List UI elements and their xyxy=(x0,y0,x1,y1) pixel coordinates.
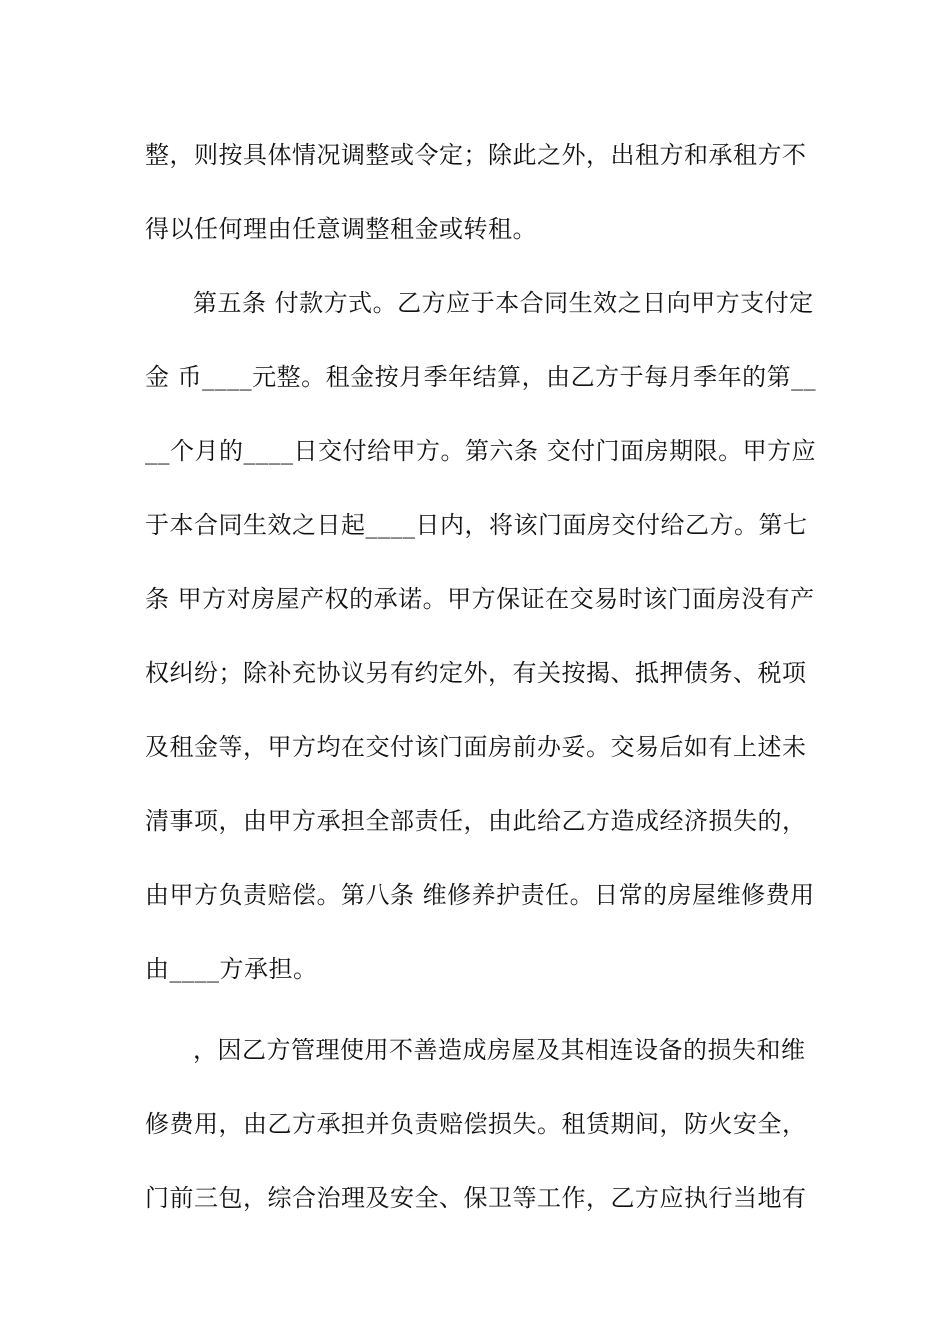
text-line: 由____方承担。 xyxy=(145,955,318,983)
text-line: 清事项，由甲方承担全部责任，由此给乙方造成经济损失的， xyxy=(145,807,807,835)
text-line: 门前三包，综合治理及安全、保卫等工作，乙方应执行当地有 xyxy=(145,1184,807,1212)
text-line: 整，则按具体情况调整或令定；除此之外，出租方和承租方不 xyxy=(145,141,807,169)
text-line: ，因乙方管理使用不善造成房屋及其相连设备的损失和维 xyxy=(193,1036,806,1064)
text-line: 得以任何理由任意调整租金或转租。 xyxy=(145,215,537,243)
text-line: 第五条 付款方式。乙方应于本合同生效之日向甲方支付定 xyxy=(193,289,814,317)
text-line: __个月的____日交付给甲方。第六条 交付门面房期限。甲方应 xyxy=(145,437,817,465)
text-line: 及租金等，甲方均在交付该门面房前办妥。交易后如有上述未 xyxy=(145,733,807,761)
text-line: 条 甲方对房屋产权的承诺。甲方保证在交易时该门面房没有产 xyxy=(145,585,815,613)
text-line: 金 币____元整。租金按月季年结算，由乙方于每月季年的第__ xyxy=(145,363,817,391)
text-line: 于本合同生效之日起____日内，将该门面房交付给乙方。第七 xyxy=(145,511,808,539)
text-line: 由甲方负责赔偿。第八条 维修养护责任。日常的房屋维修费用 xyxy=(145,881,815,909)
text-line: 权纠纷；除补充协议另有约定外，有关按揭、抵押债务、税项 xyxy=(145,659,807,687)
text-line: 修费用，由乙方承担并负责赔偿损失。租赁期间，防火安全， xyxy=(145,1110,807,1138)
